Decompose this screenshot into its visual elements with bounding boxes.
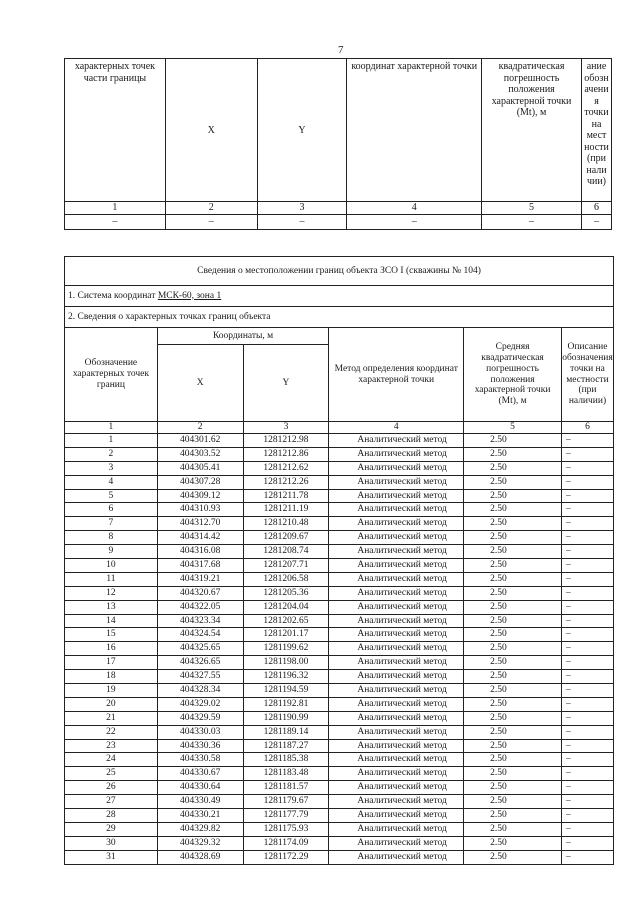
- y-coordinate: 1281174.09: [243, 836, 329, 850]
- table-row: [65, 614, 614, 628]
- method-cell: Аналитический метод: [329, 600, 464, 614]
- point-number: 10: [65, 559, 158, 573]
- method-cell: Аналитический метод: [329, 628, 464, 642]
- table-row: [65, 600, 614, 614]
- table-row: [65, 642, 614, 656]
- point-number: 12: [65, 586, 158, 600]
- accuracy-cell: 2.50: [464, 545, 562, 559]
- x-coordinate: 404307.28: [157, 475, 243, 489]
- y-coordinate: 1281204.04: [243, 600, 329, 614]
- description-cell: –: [561, 600, 613, 614]
- fragment-dash-cell: –: [482, 215, 582, 230]
- point-number: 8: [65, 531, 158, 545]
- point-number: 30: [65, 836, 158, 850]
- accuracy-cell: 2.50: [464, 614, 562, 628]
- description-cell: –: [561, 447, 613, 461]
- column-number: 3: [243, 422, 329, 434]
- x-coordinate: 404320.67: [157, 586, 243, 600]
- continued-table-fragment: [64, 58, 612, 230]
- accuracy-cell: 2.50: [464, 809, 562, 823]
- point-number: 20: [65, 697, 158, 711]
- accuracy-cell: 2.50: [464, 461, 562, 475]
- fragment-y-header: Y: [257, 59, 347, 202]
- x-coordinate: 404329.59: [157, 711, 243, 725]
- fragment-column-number: 4: [347, 202, 482, 215]
- accuracy-cell: 2.50: [464, 434, 562, 448]
- table-row: [65, 684, 614, 698]
- column-number: 6: [561, 422, 613, 434]
- method-cell: Аналитический метод: [329, 795, 464, 809]
- accuracy-cell: 2.50: [464, 586, 562, 600]
- y-coordinate: 1281207.71: [243, 559, 329, 573]
- y-coordinate: 1281198.00: [243, 656, 329, 670]
- point-number: 21: [65, 711, 158, 725]
- coordinates-header: Координаты, м: [157, 328, 329, 345]
- point-number: 17: [65, 656, 158, 670]
- y-coordinate: 1281194.59: [243, 684, 329, 698]
- table-row: [65, 531, 614, 545]
- x-coordinate: 404330.21: [157, 809, 243, 823]
- column-number: 2: [157, 422, 243, 434]
- table-row: [65, 447, 614, 461]
- x-coordinate: 404330.67: [157, 767, 243, 781]
- table-row: [65, 795, 614, 809]
- method-cell: Аналитический метод: [329, 697, 464, 711]
- method-cell: Аналитический метод: [329, 434, 464, 448]
- x-header: X: [157, 345, 243, 422]
- y-coordinate: 1281199.62: [243, 642, 329, 656]
- y-coordinate: 1281177.79: [243, 809, 329, 823]
- description-cell: –: [561, 795, 613, 809]
- description-cell: –: [561, 836, 613, 850]
- accuracy-cell: 2.50: [464, 517, 562, 531]
- point-number: 24: [65, 753, 158, 767]
- method-header: Метод определения координат характерной точки: [329, 328, 464, 422]
- x-coordinate: 404322.05: [157, 600, 243, 614]
- coordinate-system-value: МСК-60, зона 1: [157, 290, 222, 301]
- x-coordinate: 404319.21: [157, 572, 243, 586]
- point-number: 23: [65, 739, 158, 753]
- description-cell: –: [561, 753, 613, 767]
- y-coordinate: 1281189.14: [243, 725, 329, 739]
- y-coordinate: 1281211.19: [243, 503, 329, 517]
- x-coordinate: 404328.69: [157, 850, 243, 864]
- x-coordinate: 404330.03: [157, 725, 243, 739]
- point-number: 18: [65, 670, 158, 684]
- table-row: [65, 767, 614, 781]
- x-coordinate: 404316.08: [157, 545, 243, 559]
- method-cell: Аналитический метод: [329, 517, 464, 531]
- description-cell: –: [561, 586, 613, 600]
- table-row: [65, 753, 614, 767]
- x-coordinate: 404326.65: [157, 656, 243, 670]
- method-cell: Аналитический метод: [329, 822, 464, 836]
- accuracy-cell: 2.50: [464, 447, 562, 461]
- point-number: 29: [65, 822, 158, 836]
- accuracy-cell: 2.50: [464, 850, 562, 864]
- accuracy-cell: 2.50: [464, 559, 562, 573]
- description-cell: –: [561, 670, 613, 684]
- fragment-column-number: 5: [482, 202, 582, 215]
- method-cell: Аналитический метод: [329, 447, 464, 461]
- description-cell: –: [561, 725, 613, 739]
- fragment-method-header: координат характерной точки: [347, 59, 482, 202]
- table-row: [65, 461, 614, 475]
- accuracy-cell: 2.50: [464, 795, 562, 809]
- point-number: 11: [65, 572, 158, 586]
- point-number: 19: [65, 684, 158, 698]
- column-number: 1: [65, 422, 158, 434]
- fragment-dash-cell: –: [581, 215, 611, 230]
- table-row: [65, 725, 614, 739]
- description-cell: –: [561, 697, 613, 711]
- point-number: 28: [65, 809, 158, 823]
- y-coordinate: 1281190.99: [243, 711, 329, 725]
- description-cell: –: [561, 475, 613, 489]
- accuracy-cell: 2.50: [464, 725, 562, 739]
- table-title: Сведения о местоположении границ объекта ЗСО I (скважины № 104): [65, 257, 614, 286]
- accuracy-cell: 2.50: [464, 753, 562, 767]
- description-cell: –: [561, 781, 613, 795]
- x-coordinate: 404330.49: [157, 795, 243, 809]
- table-row: [65, 489, 614, 503]
- method-cell: Аналитический метод: [329, 809, 464, 823]
- boundary-points-table: [64, 256, 614, 865]
- description-cell: –: [561, 503, 613, 517]
- point-number: 15: [65, 628, 158, 642]
- description-cell: –: [561, 531, 613, 545]
- description-header: Описание обозначения точки на местности (при наличии): [561, 328, 613, 422]
- point-number: 6: [65, 503, 158, 517]
- y-coordinate: 1281181.57: [243, 781, 329, 795]
- description-cell: –: [561, 656, 613, 670]
- method-cell: Аналитический метод: [329, 684, 464, 698]
- x-coordinate: 404329.32: [157, 836, 243, 850]
- point-number: 7: [65, 517, 158, 531]
- description-cell: –: [561, 572, 613, 586]
- description-cell: –: [561, 614, 613, 628]
- table-row: [65, 586, 614, 600]
- x-coordinate: 404303.52: [157, 447, 243, 461]
- accuracy-cell: 2.50: [464, 475, 562, 489]
- x-coordinate: 404328.34: [157, 684, 243, 698]
- description-cell: –: [561, 517, 613, 531]
- fragment-x-header: X: [165, 59, 257, 202]
- method-cell: Аналитический метод: [329, 461, 464, 475]
- x-coordinate: 404329.02: [157, 697, 243, 711]
- table-row: [65, 559, 614, 573]
- y-coordinate: 1281212.62: [243, 461, 329, 475]
- point-number: 9: [65, 545, 158, 559]
- fragment-dash-cell: –: [165, 215, 257, 230]
- point-number: 3: [65, 461, 158, 475]
- method-cell: Аналитический метод: [329, 767, 464, 781]
- point-number: 14: [65, 614, 158, 628]
- y-header: Y: [243, 345, 329, 422]
- method-cell: Аналитический метод: [329, 586, 464, 600]
- description-cell: –: [561, 545, 613, 559]
- point-number: 4: [65, 475, 158, 489]
- method-cell: Аналитический метод: [329, 850, 464, 864]
- description-cell: –: [561, 767, 613, 781]
- method-cell: Аналитический метод: [329, 711, 464, 725]
- table-row: [65, 850, 614, 864]
- x-coordinate: 404309.12: [157, 489, 243, 503]
- description-cell: –: [561, 642, 613, 656]
- accuracy-cell: 2.50: [464, 670, 562, 684]
- table-row: [65, 503, 614, 517]
- method-cell: Аналитический метод: [329, 489, 464, 503]
- x-coordinate: 404329.82: [157, 822, 243, 836]
- accuracy-cell: 2.50: [464, 572, 562, 586]
- accuracy-cell: 2.50: [464, 489, 562, 503]
- table-row: [65, 697, 614, 711]
- y-coordinate: 1281212.98: [243, 434, 329, 448]
- fragment-column-number: 3: [257, 202, 347, 215]
- description-cell: –: [561, 711, 613, 725]
- method-cell: Аналитический метод: [329, 725, 464, 739]
- method-cell: Аналитический метод: [329, 656, 464, 670]
- points-info-row: 2. Сведения о характерных точках границ объекта: [65, 307, 614, 328]
- accuracy-cell: 2.50: [464, 822, 562, 836]
- fragment-column-number: 6: [581, 202, 611, 215]
- y-coordinate: 1281206.58: [243, 572, 329, 586]
- description-cell: –: [561, 809, 613, 823]
- y-coordinate: 1281210.48: [243, 517, 329, 531]
- accuracy-cell: 2.50: [464, 531, 562, 545]
- accuracy-cell: 2.50: [464, 503, 562, 517]
- designation-header: Обозначение характерных точек границ: [65, 328, 158, 422]
- x-coordinate: 404323.34: [157, 614, 243, 628]
- table-row: [65, 781, 614, 795]
- table-row: [65, 836, 614, 850]
- point-number: 26: [65, 781, 158, 795]
- point-number: 31: [65, 850, 158, 864]
- description-cell: –: [561, 628, 613, 642]
- x-coordinate: 404324.54: [157, 628, 243, 642]
- x-coordinate: 404330.58: [157, 753, 243, 767]
- x-coordinate: 404301.62: [157, 434, 243, 448]
- fragment-dash-cell: –: [65, 215, 166, 230]
- table-row: [65, 517, 614, 531]
- x-coordinate: 404317.68: [157, 559, 243, 573]
- table-row: [65, 656, 614, 670]
- method-cell: Аналитический метод: [329, 503, 464, 517]
- table-row: [65, 628, 614, 642]
- y-coordinate: 1281211.78: [243, 489, 329, 503]
- y-coordinate: 1281212.86: [243, 447, 329, 461]
- accuracy-cell: 2.50: [464, 767, 562, 781]
- coordinate-system-label: 1. Система координат: [68, 290, 156, 301]
- table-row: [65, 572, 614, 586]
- point-number: 2: [65, 447, 158, 461]
- description-cell: –: [561, 489, 613, 503]
- method-cell: Аналитический метод: [329, 836, 464, 850]
- y-coordinate: 1281172.29: [243, 850, 329, 864]
- fragment-dash-cell: –: [257, 215, 347, 230]
- accuracy-cell: 2.50: [464, 711, 562, 725]
- description-cell: –: [561, 684, 613, 698]
- method-cell: Аналитический метод: [329, 739, 464, 753]
- table-row: [65, 739, 614, 753]
- coordinate-system-row: [65, 286, 614, 307]
- point-number: 22: [65, 725, 158, 739]
- fragment-col1-header: характерных точек части границы: [65, 59, 166, 202]
- method-cell: Аналитический метод: [329, 531, 464, 545]
- y-coordinate: 1281179.67: [243, 795, 329, 809]
- method-cell: Аналитический метод: [329, 670, 464, 684]
- accuracy-cell: 2.50: [464, 781, 562, 795]
- y-coordinate: 1281201.17: [243, 628, 329, 642]
- method-cell: Аналитический метод: [329, 545, 464, 559]
- x-coordinate: 404330.36: [157, 739, 243, 753]
- x-coordinate: 404305.41: [157, 461, 243, 475]
- x-coordinate: 404310.93: [157, 503, 243, 517]
- point-number: 1: [65, 434, 158, 448]
- table-row: [65, 545, 614, 559]
- fragment-column-number: 1: [65, 202, 166, 215]
- method-cell: Аналитический метод: [329, 781, 464, 795]
- y-coordinate: 1281187.27: [243, 739, 329, 753]
- x-coordinate: 404314.42: [157, 531, 243, 545]
- accuracy-header: Средняя квадратическая погрешность положения характерной точки (Mt), м: [464, 328, 562, 422]
- y-coordinate: 1281205.36: [243, 586, 329, 600]
- method-cell: Аналитический метод: [329, 572, 464, 586]
- y-coordinate: 1281212.26: [243, 475, 329, 489]
- accuracy-cell: 2.50: [464, 642, 562, 656]
- accuracy-cell: 2.50: [464, 684, 562, 698]
- fragment-description-header: ание обозн ачени я точки на мест ности (при нали чии): [581, 59, 611, 202]
- y-coordinate: 1281175.93: [243, 822, 329, 836]
- y-coordinate: 1281192.81: [243, 697, 329, 711]
- table-row: [65, 434, 614, 448]
- y-coordinate: 1281183.48: [243, 767, 329, 781]
- description-cell: –: [561, 461, 613, 475]
- point-number: 16: [65, 642, 158, 656]
- accuracy-cell: 2.50: [464, 739, 562, 753]
- column-number: 4: [329, 422, 464, 434]
- description-cell: –: [561, 434, 613, 448]
- point-number: 5: [65, 489, 158, 503]
- page-number: 7: [338, 44, 344, 56]
- y-coordinate: 1281185.38: [243, 753, 329, 767]
- y-coordinate: 1281196.32: [243, 670, 329, 684]
- column-number: 5: [464, 422, 562, 434]
- method-cell: Аналитический метод: [329, 642, 464, 656]
- table-row: [65, 711, 614, 725]
- fragment-column-number: 2: [165, 202, 257, 215]
- description-cell: –: [561, 822, 613, 836]
- method-cell: Аналитический метод: [329, 614, 464, 628]
- accuracy-cell: 2.50: [464, 836, 562, 850]
- x-coordinate: 404325.65: [157, 642, 243, 656]
- table-row: [65, 809, 614, 823]
- point-number: 13: [65, 600, 158, 614]
- method-cell: Аналитический метод: [329, 559, 464, 573]
- x-coordinate: 404312.70: [157, 517, 243, 531]
- table-row: [65, 475, 614, 489]
- description-cell: –: [561, 559, 613, 573]
- point-number: 27: [65, 795, 158, 809]
- accuracy-cell: 2.50: [464, 600, 562, 614]
- method-cell: Аналитический метод: [329, 475, 464, 489]
- accuracy-cell: 2.50: [464, 697, 562, 711]
- y-coordinate: 1281208.74: [243, 545, 329, 559]
- fragment-accuracy-header: квадратическая погрешность положения характерной точки (Mt), м: [482, 59, 582, 202]
- table-row: [65, 822, 614, 836]
- method-cell: Аналитический метод: [329, 753, 464, 767]
- fragment-dash-cell: –: [347, 215, 482, 230]
- y-coordinate: 1281202.65: [243, 614, 329, 628]
- x-coordinate: 404327.55: [157, 670, 243, 684]
- accuracy-cell: 2.50: [464, 628, 562, 642]
- y-coordinate: 1281209.67: [243, 531, 329, 545]
- table-row: [65, 670, 614, 684]
- point-number: 25: [65, 767, 158, 781]
- description-cell: –: [561, 850, 613, 864]
- x-coordinate: 404330.64: [157, 781, 243, 795]
- accuracy-cell: 2.50: [464, 656, 562, 670]
- description-cell: –: [561, 739, 613, 753]
